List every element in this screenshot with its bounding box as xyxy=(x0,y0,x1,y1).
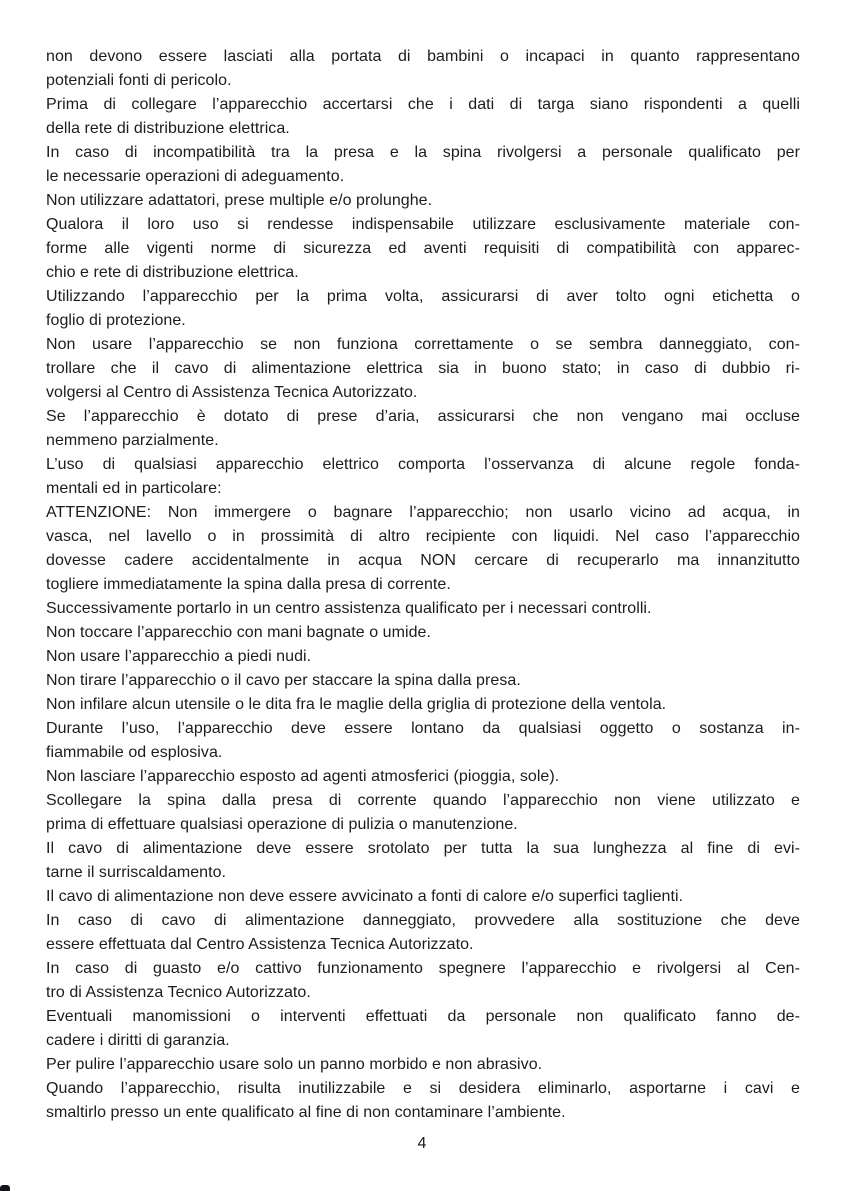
paragraph xyxy=(46,93,800,141)
paragraph xyxy=(46,333,800,405)
paragraph xyxy=(46,405,800,453)
text-line: togliere immediatamente la spina dalla presa di corrente. xyxy=(46,576,451,593)
paragraph xyxy=(46,789,800,837)
paragraph xyxy=(46,285,800,333)
paragraph xyxy=(46,621,800,645)
paragraph xyxy=(46,189,800,213)
text-line: forme alle vigenti norme di sicurezza ed aventi requisiti di compatibilità con apparec- xyxy=(46,240,800,257)
text-line: trollare che il cavo di alimentazione elettrica sia in buono stato; in caso di dubbio ri- xyxy=(46,360,800,377)
page-footer xyxy=(0,1132,844,1156)
text-line: tro di Assistenza Tecnico Autorizzato. xyxy=(46,984,311,1001)
text-line: cadere i diritti di garanzia. xyxy=(46,1032,230,1049)
document-body xyxy=(46,45,800,1125)
paragraph xyxy=(46,885,800,909)
scan-artifact xyxy=(0,1185,10,1191)
text-line: In caso di guasto e/o cattivo funzionamento spegnere l’apparecchio e rivolgersi al Cen- xyxy=(46,960,800,977)
text-line: non devono essere lasciati alla portata di bambini o incapaci in quanto rappresentano xyxy=(46,48,800,65)
text-line: Prima di collegare l’apparecchio accertarsi che i dati di targa siano rispondenti a quelli xyxy=(46,96,800,113)
text-line: Se l’apparecchio è dotato di prese d’aria, assicurarsi che non vengano mai occluse xyxy=(46,408,800,425)
text-line: volgersi al Centro di Assistenza Tecnica Autorizzato. xyxy=(46,384,418,401)
text-line: Durante l’uso, l’apparecchio deve essere lontano da qualsiasi oggetto o sostanza in- xyxy=(46,720,800,737)
text-line: dovesse cadere accidentalmente in acqua NON cercare di recuperarlo ma innanzitutto xyxy=(46,552,800,569)
paragraph xyxy=(46,597,800,621)
text-line: smaltirlo presso un ente qualificato al fine di non contaminare l’ambiente. xyxy=(46,1104,566,1121)
text-line: essere effettuata dal Centro Assistenza Tecnica Autorizzato. xyxy=(46,936,474,953)
text-line: Non usare l’apparecchio se non funziona correttamente o se sembra danneggiato, con- xyxy=(46,336,800,353)
text-line: fiammabile od esplosiva. xyxy=(46,744,223,761)
text-line: Scollegare la spina dalla presa di corrente quando l’apparecchio non viene utilizzato e xyxy=(46,792,800,809)
text-line: Non toccare l’apparecchio con mani bagnate o umide. xyxy=(46,624,432,641)
text-line: Eventuali manomissioni o interventi effettuati da personale non qualificato fanno de- xyxy=(46,1008,800,1025)
text-line: Il cavo di alimentazione non deve essere avvicinato a fonti di calore e/o superfici taglienti. xyxy=(46,888,684,905)
paragraph xyxy=(46,501,800,597)
text-line: Non utilizzare adattatori, prese multiple e/o prolunghe. xyxy=(46,192,433,209)
paragraph xyxy=(46,453,800,501)
paragraph xyxy=(46,141,800,189)
text-line: Per pulire l’apparecchio usare solo un panno morbido e non abrasivo. xyxy=(46,1056,543,1073)
text-line: Qualora il loro uso si rendesse indispensabile utilizzare esclusivamente materiale con- xyxy=(46,216,800,233)
text-line: Quando l’apparecchio, risulta inutilizzabile e si desidera eliminarlo, asportarne i cavi e xyxy=(46,1080,800,1097)
text-line: In caso di incompatibilità tra la presa e la spina rivolgersi a personale qualificato per xyxy=(46,144,800,161)
text-line: Utilizzando l’apparecchio per la prima volta, assicurarsi di aver tolto ogni etichetta o xyxy=(46,288,800,305)
text-line: foglio di protezione. xyxy=(46,312,186,329)
paragraph xyxy=(46,1077,800,1125)
paragraph xyxy=(46,1005,800,1053)
text-line: della rete di distribuzione elettrica. xyxy=(46,120,290,137)
paragraph xyxy=(46,645,800,669)
paragraph xyxy=(46,957,800,1005)
paragraph xyxy=(46,693,800,717)
paragraph xyxy=(46,213,800,285)
text-line: chio e rete di distribuzione elettrica. xyxy=(46,264,299,281)
text-line: vasca, nel lavello o in prossimità di altro recipiente con liquidi. Nel caso l’apparecchio xyxy=(46,528,800,545)
text-line: nemmeno parzialmente. xyxy=(46,432,219,449)
paragraph xyxy=(46,765,800,789)
text-line: prima di effettuare qualsiasi operazione di pulizia o manutenzione. xyxy=(46,816,518,833)
text-line: L’uso di qualsiasi apparecchio elettrico comporta l’osservanza di alcune regole fonda- xyxy=(46,456,800,473)
page-number: 4 xyxy=(417,1135,427,1152)
text-line: potenziali fonti di pericolo. xyxy=(46,72,232,89)
paragraph xyxy=(46,909,800,957)
text-line: Non infilare alcun utensile o le dita fra le maglie della griglia di protezione della ventola. xyxy=(46,696,667,713)
text-line: ATTENZIONE: Non immergere o bagnare l’apparecchio; non usarlo vicino ad acqua, in xyxy=(46,504,800,521)
paragraph xyxy=(46,45,800,93)
text-line: Successivamente portarlo in un centro assistenza qualificato per i necessari controlli. xyxy=(46,600,652,617)
paragraph xyxy=(46,1053,800,1077)
text-line: tarne il surriscaldamento. xyxy=(46,864,227,881)
text-line: Non usare l’apparecchio a piedi nudi. xyxy=(46,648,312,665)
text-line: le necessarie operazioni di adeguamento. xyxy=(46,168,345,185)
text-line: Non lasciare l’apparecchio esposto ad agenti atmosferici (pioggia, sole). xyxy=(46,768,560,785)
paragraph xyxy=(46,669,800,693)
text-line: mentali ed in particolare: xyxy=(46,480,222,497)
paragraph xyxy=(46,837,800,885)
paragraph xyxy=(46,717,800,765)
text-line: Non tirare l’apparecchio o il cavo per staccare la spina dalla presa. xyxy=(46,672,521,689)
text-line: In caso di cavo di alimentazione danneggiato, provvedere alla sostituzione che deve xyxy=(46,912,800,929)
text-line: Il cavo di alimentazione deve essere srotolato per tutta la sua lunghezza al fine di evi- xyxy=(46,840,800,857)
